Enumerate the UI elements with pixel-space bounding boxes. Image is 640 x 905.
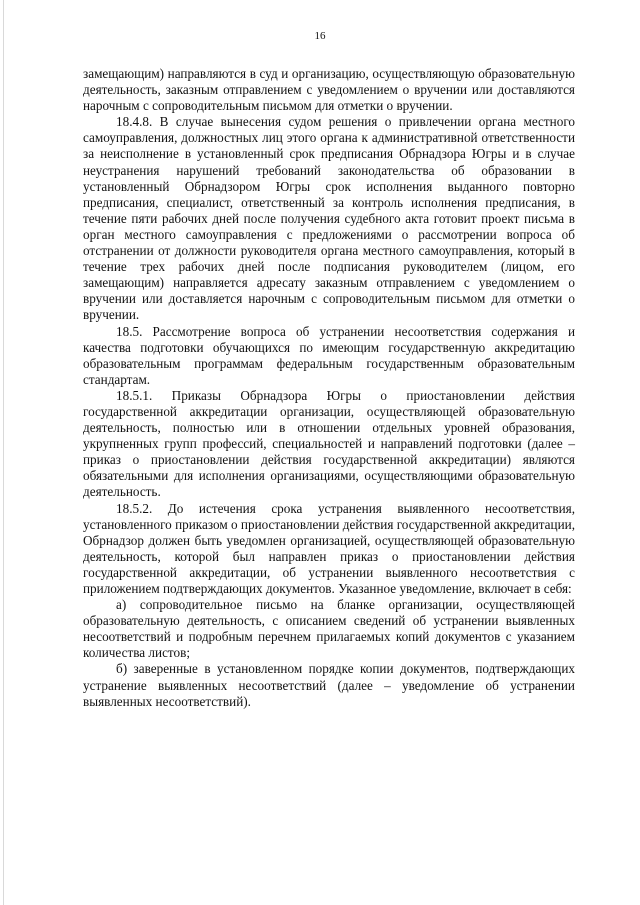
paragraph-18-5: 18.5. Рассмотрение вопроса об устранении несоответствия содержания и качества подготовки обучающихся по имеющим государственную аккредитацию образовательным программам федеральным государственным образовательным стандартам. xyxy=(83,323,575,387)
page-edge xyxy=(3,0,4,905)
document-body xyxy=(83,66,575,710)
paragraph-continuation: замещающим) направляются в суд и организацию, осуществляющую образовательную деятельность, заказным отправлением с уведомлением о вручении или доставляются нарочным с сопроводительным письмом для отметки о вручении. xyxy=(83,66,575,114)
list-item-b: б) заверенные в установленном порядке копии документов, подтверждающих устранение выявленных несоответствий (далее – уведомление об устранении выявленных несоответствий). xyxy=(83,661,575,709)
paragraph-18-4-8: 18.4.8. В случае вынесения судом решения о привлечении органа местного самоуправления, должностных лиц этого органа к административной ответственности за неисполнение в установленный срок предписания Обрнадзора Югры и в случае неустранения нарушений требований законодательства об образовании в установленный Обрнадзором Югры срок исполнения выданного повторно предписания, специалист, ответственный за контроль исполнения предписания, в течение пяти рабочих дней после получения судебного акта готовит проект письма в орган местного самоуправления с предложениями о рассмотрении вопроса об отстранении от должности руководителя органа местного самоуправления, который в течение трех рабочих дней после подписания руководителем (лицом, его замещающим) направляется адресату заказным отправлением с уведомлением о вручении или доставляется нарочным с сопроводительным письмом для отметки о вручении. xyxy=(83,114,575,323)
paragraph-18-5-2: 18.5.2. До истечения срока устранения выявленного несоответствия, установленного приказом о приостановлении действия государственной аккредитации, Обрнадзор должен быть уведомлен организацией, осуществляющей образовательную деятельность, которой был направлен приказ о приостановлении действия государственной аккредитации, об устранении выявленного несоответствия с приложением подтверждающих документов. Указанное уведомление, включает в себя: xyxy=(83,500,575,596)
list-item-a: а) сопроводительное письмо на бланке организации, осуществляющей образовательную деятельность, с описанием сведений об устранении выявленных несоответствий и подробным перечнем прилагаемых копий документов с указанием количества листов; xyxy=(83,597,575,661)
paragraph-18-5-1: 18.5.1. Приказы Обрнадзора Югры о приостановлении действия государственной аккредитации организации, осуществляющей образовательную деятельность, полностью или в отношении отдельных уровней образования, укрупненных групп профессий, специальностей и направлений подготовки (далее – приказ о приостановлении действия государственной аккредитации) являются обязательными для исполнения организациями, осуществляющими образовательную деятельность. xyxy=(83,387,575,500)
page-number: 16 xyxy=(314,30,326,42)
